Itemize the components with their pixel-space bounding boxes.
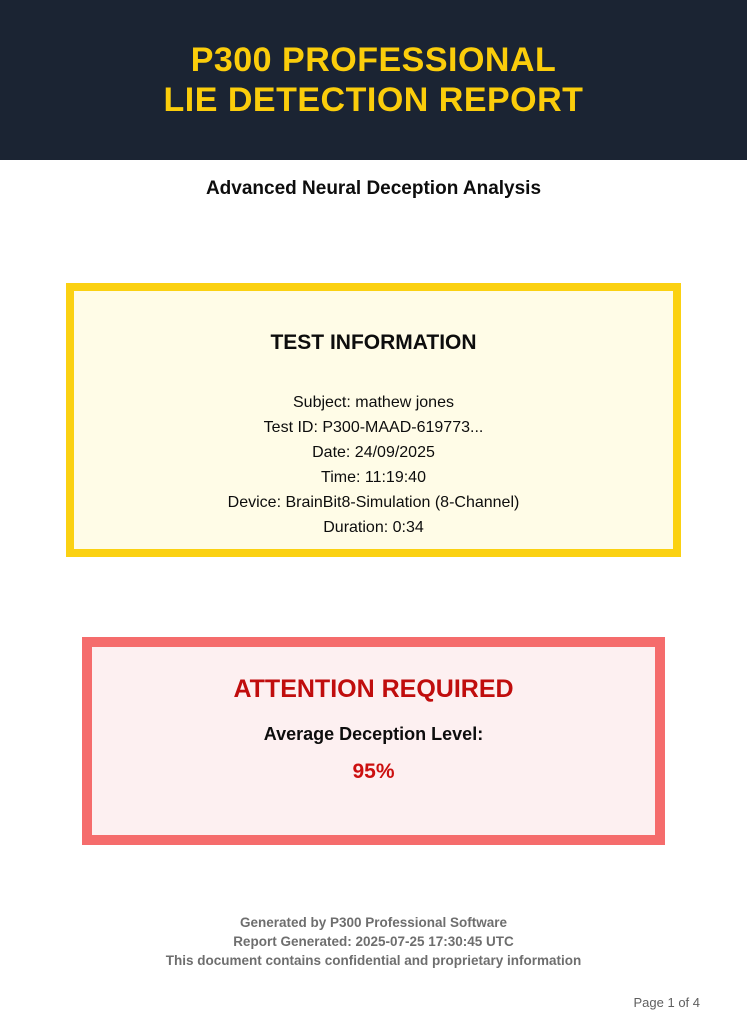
test-information-rows bbox=[74, 390, 673, 540]
test-info-row-time: Time: 11:19:40 bbox=[321, 469, 426, 486]
footer-generated-by: Generated by P300 Professional Software bbox=[239, 915, 508, 930]
report-title bbox=[164, 40, 584, 120]
test-info-row-test-id: Test ID: P300-MAAD-619773... bbox=[263, 419, 484, 436]
page-number: Page 1 of 4 bbox=[633, 995, 700, 1010]
footer-confidentiality-notice: This document contains confidential and proprietary information bbox=[165, 953, 582, 968]
test-information-title: TEST INFORMATION bbox=[270, 331, 477, 354]
attention-required-box bbox=[82, 637, 665, 845]
test-info-row-subject: Subject: mathew jones bbox=[293, 394, 454, 411]
footer-report-timestamp: Report Generated: 2025-07-25 17:30:45 UTC bbox=[233, 934, 514, 949]
report-subtitle: Advanced Neural Deception Analysis bbox=[205, 178, 542, 199]
deception-level-value: 95% bbox=[352, 760, 395, 783]
test-info-row-device: Device: BrainBit8-Simulation (8-Channel) bbox=[227, 494, 520, 511]
test-info-row-duration: Duration: 0:34 bbox=[323, 519, 424, 536]
test-info-row-date: Date: 24/09/2025 bbox=[312, 444, 435, 461]
attention-required-title: ATTENTION REQUIRED bbox=[233, 675, 514, 703]
report-title-line2: LIE DETECTION REPORT bbox=[163, 81, 584, 119]
deception-level-label: Average Deception Level: bbox=[263, 724, 484, 744]
test-information-box bbox=[66, 283, 681, 557]
report-footer bbox=[0, 913, 747, 970]
report-header bbox=[0, 0, 747, 160]
report-title-line1: P300 PROFESSIONAL bbox=[190, 41, 557, 79]
